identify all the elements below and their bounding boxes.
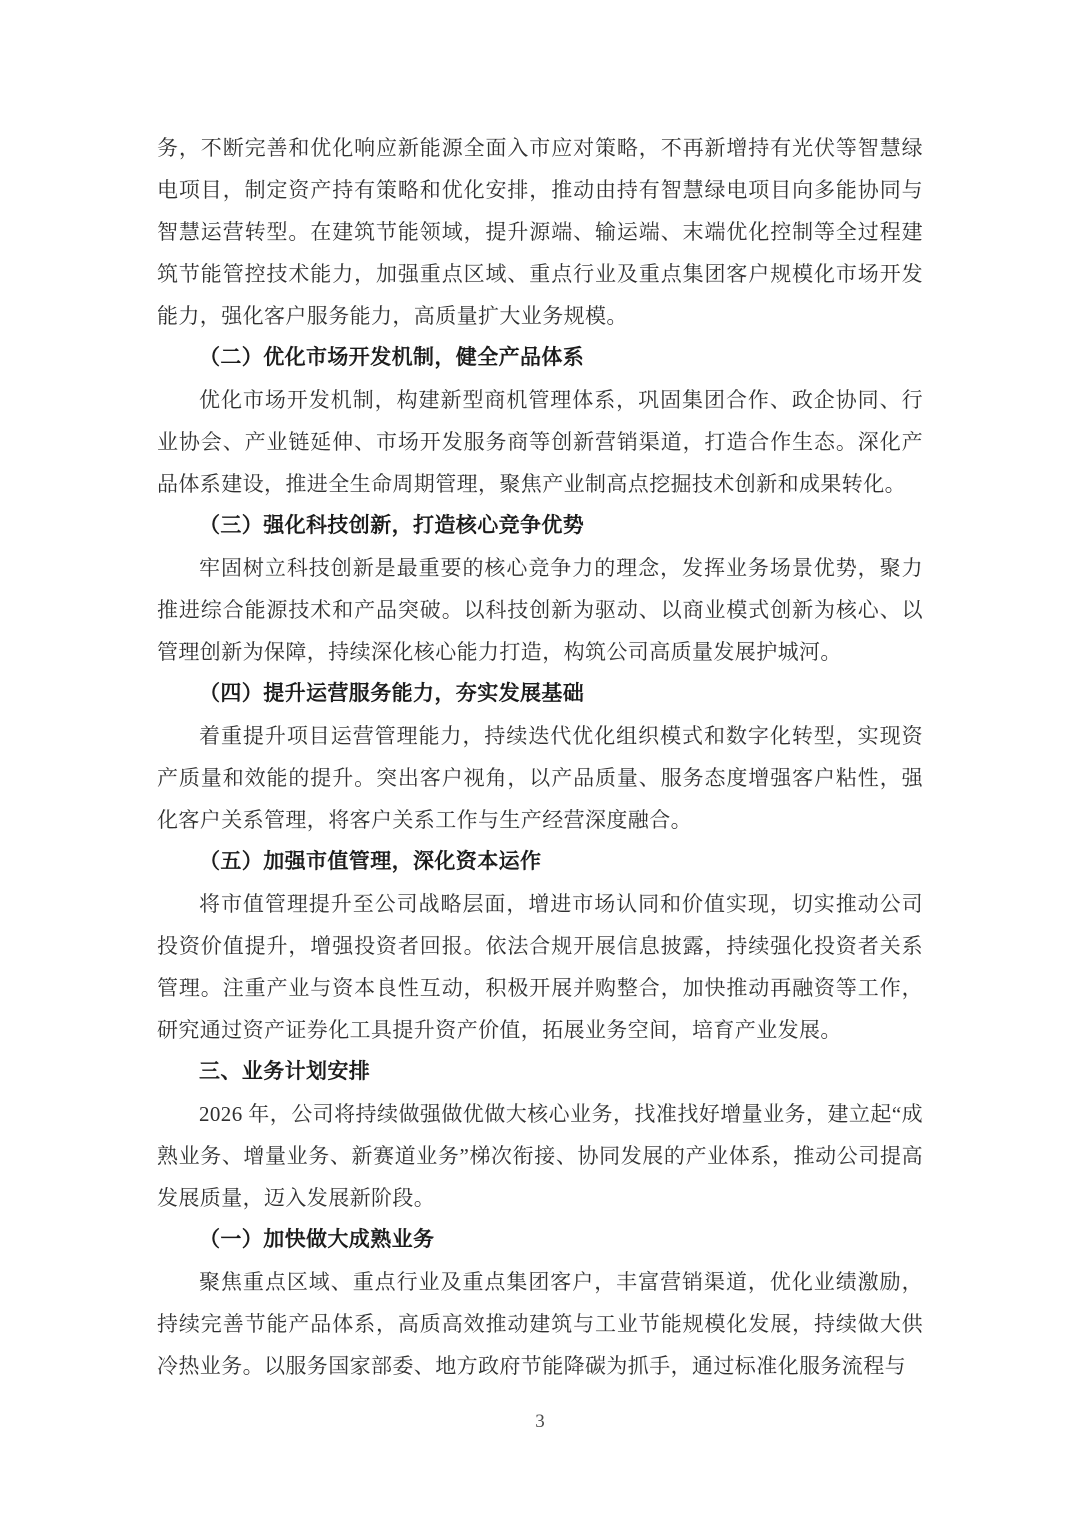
page-footer xyxy=(0,1408,1080,1436)
section-heading-2: （二）优化市场开发机制，健全产品体系 xyxy=(199,346,585,369)
body-paragraph-continuation: 务，不断完善和优化响应新能源全面入市应对策略，不再新增持有光伏等智慧绿电项目，制定资产持有策略和优化安排，推动由持有智慧绿电项目向多能协同与智慧运营转型。在建筑节能领域，提升源端、输运端、末端优化控制等全过程建筑节能管控技术能力，加强重点区域、重点行业及重点集团客户规模化市场开发能力，强化客户服务能力，高质量扩大业务规模。 xyxy=(157,136,923,328)
section-heading-1-mature-business: （一）加快做大成熟业务 xyxy=(199,1228,435,1251)
body-paragraph: 聚焦重点区域、重点行业及重点集团客户，丰富营销渠道，优化业绩激励，持续完善节能产品体系，高质高效推动建筑与工业节能规模化发展，持续做大供冷热业务。以服务国家部委、地方政府节能降碳为抓手，通过标准化服务流程与 xyxy=(157,1270,923,1378)
document-content xyxy=(157,127,923,1387)
section-heading-3: （三）强化科技创新，打造核心竞争优势 xyxy=(199,514,585,537)
body-paragraph: 优化市场开发机制，构建新型商机管理体系，巩固集团合作、政企协同、行业协会、产业链延伸、市场开发服务商等创新营销渠道，打造合作生态。深化产品体系建设，推进全生命周期管理，聚焦产业制高点挖掘技术创新和成果转化。 xyxy=(157,388,923,496)
section-heading-4: （四）提升运营服务能力，夯实发展基础 xyxy=(199,682,585,705)
body-paragraph: 2026 年，公司将持续做强做优做大核心业务，找准找好增量业务，建立起“成熟业务、增量业务、新赛道业务”梯次衔接、协同发展的产业体系，推动公司提高发展质量，迈入发展新阶段。 xyxy=(157,1102,923,1210)
body-paragraph: 着重提升项目运营管理能力，持续迭代优化组织模式和数字化转型，实现资产质量和效能的提升。突出客户视角，以产品质量、服务态度增强客户粘性，强化客户关系管理，将客户关系工作与生产经营深度融合。 xyxy=(157,724,923,832)
body-paragraph: 将市值管理提升至公司战略层面，增进市场认同和价值实现，切实推动公司投资价值提升，增强投资者回报。依法合规开展信息披露，持续强化投资者关系管理。注重产业与资本良性互动，积极开展并购整合，加快推动再融资等工作，研究通过资产证券化工具提升资产价值，拓展业务空间，培育产业发展。 xyxy=(157,892,923,1042)
page-number: 3 xyxy=(535,1411,545,1432)
section-heading-5: （五）加强市值管理，深化资本运作 xyxy=(199,850,542,873)
body-paragraph: 牢固树立科技创新是最重要的核心竞争力的理念，发挥业务场景优势，聚力推进综合能源技术和产品突破。以科技创新为驱动、以商业模式创新为核心、以管理创新为保障，持续深化核心能力打造，构筑公司高质量发展护城河。 xyxy=(157,556,923,664)
chapter-heading-business-plan: 三、业务计划安排 xyxy=(199,1060,371,1083)
